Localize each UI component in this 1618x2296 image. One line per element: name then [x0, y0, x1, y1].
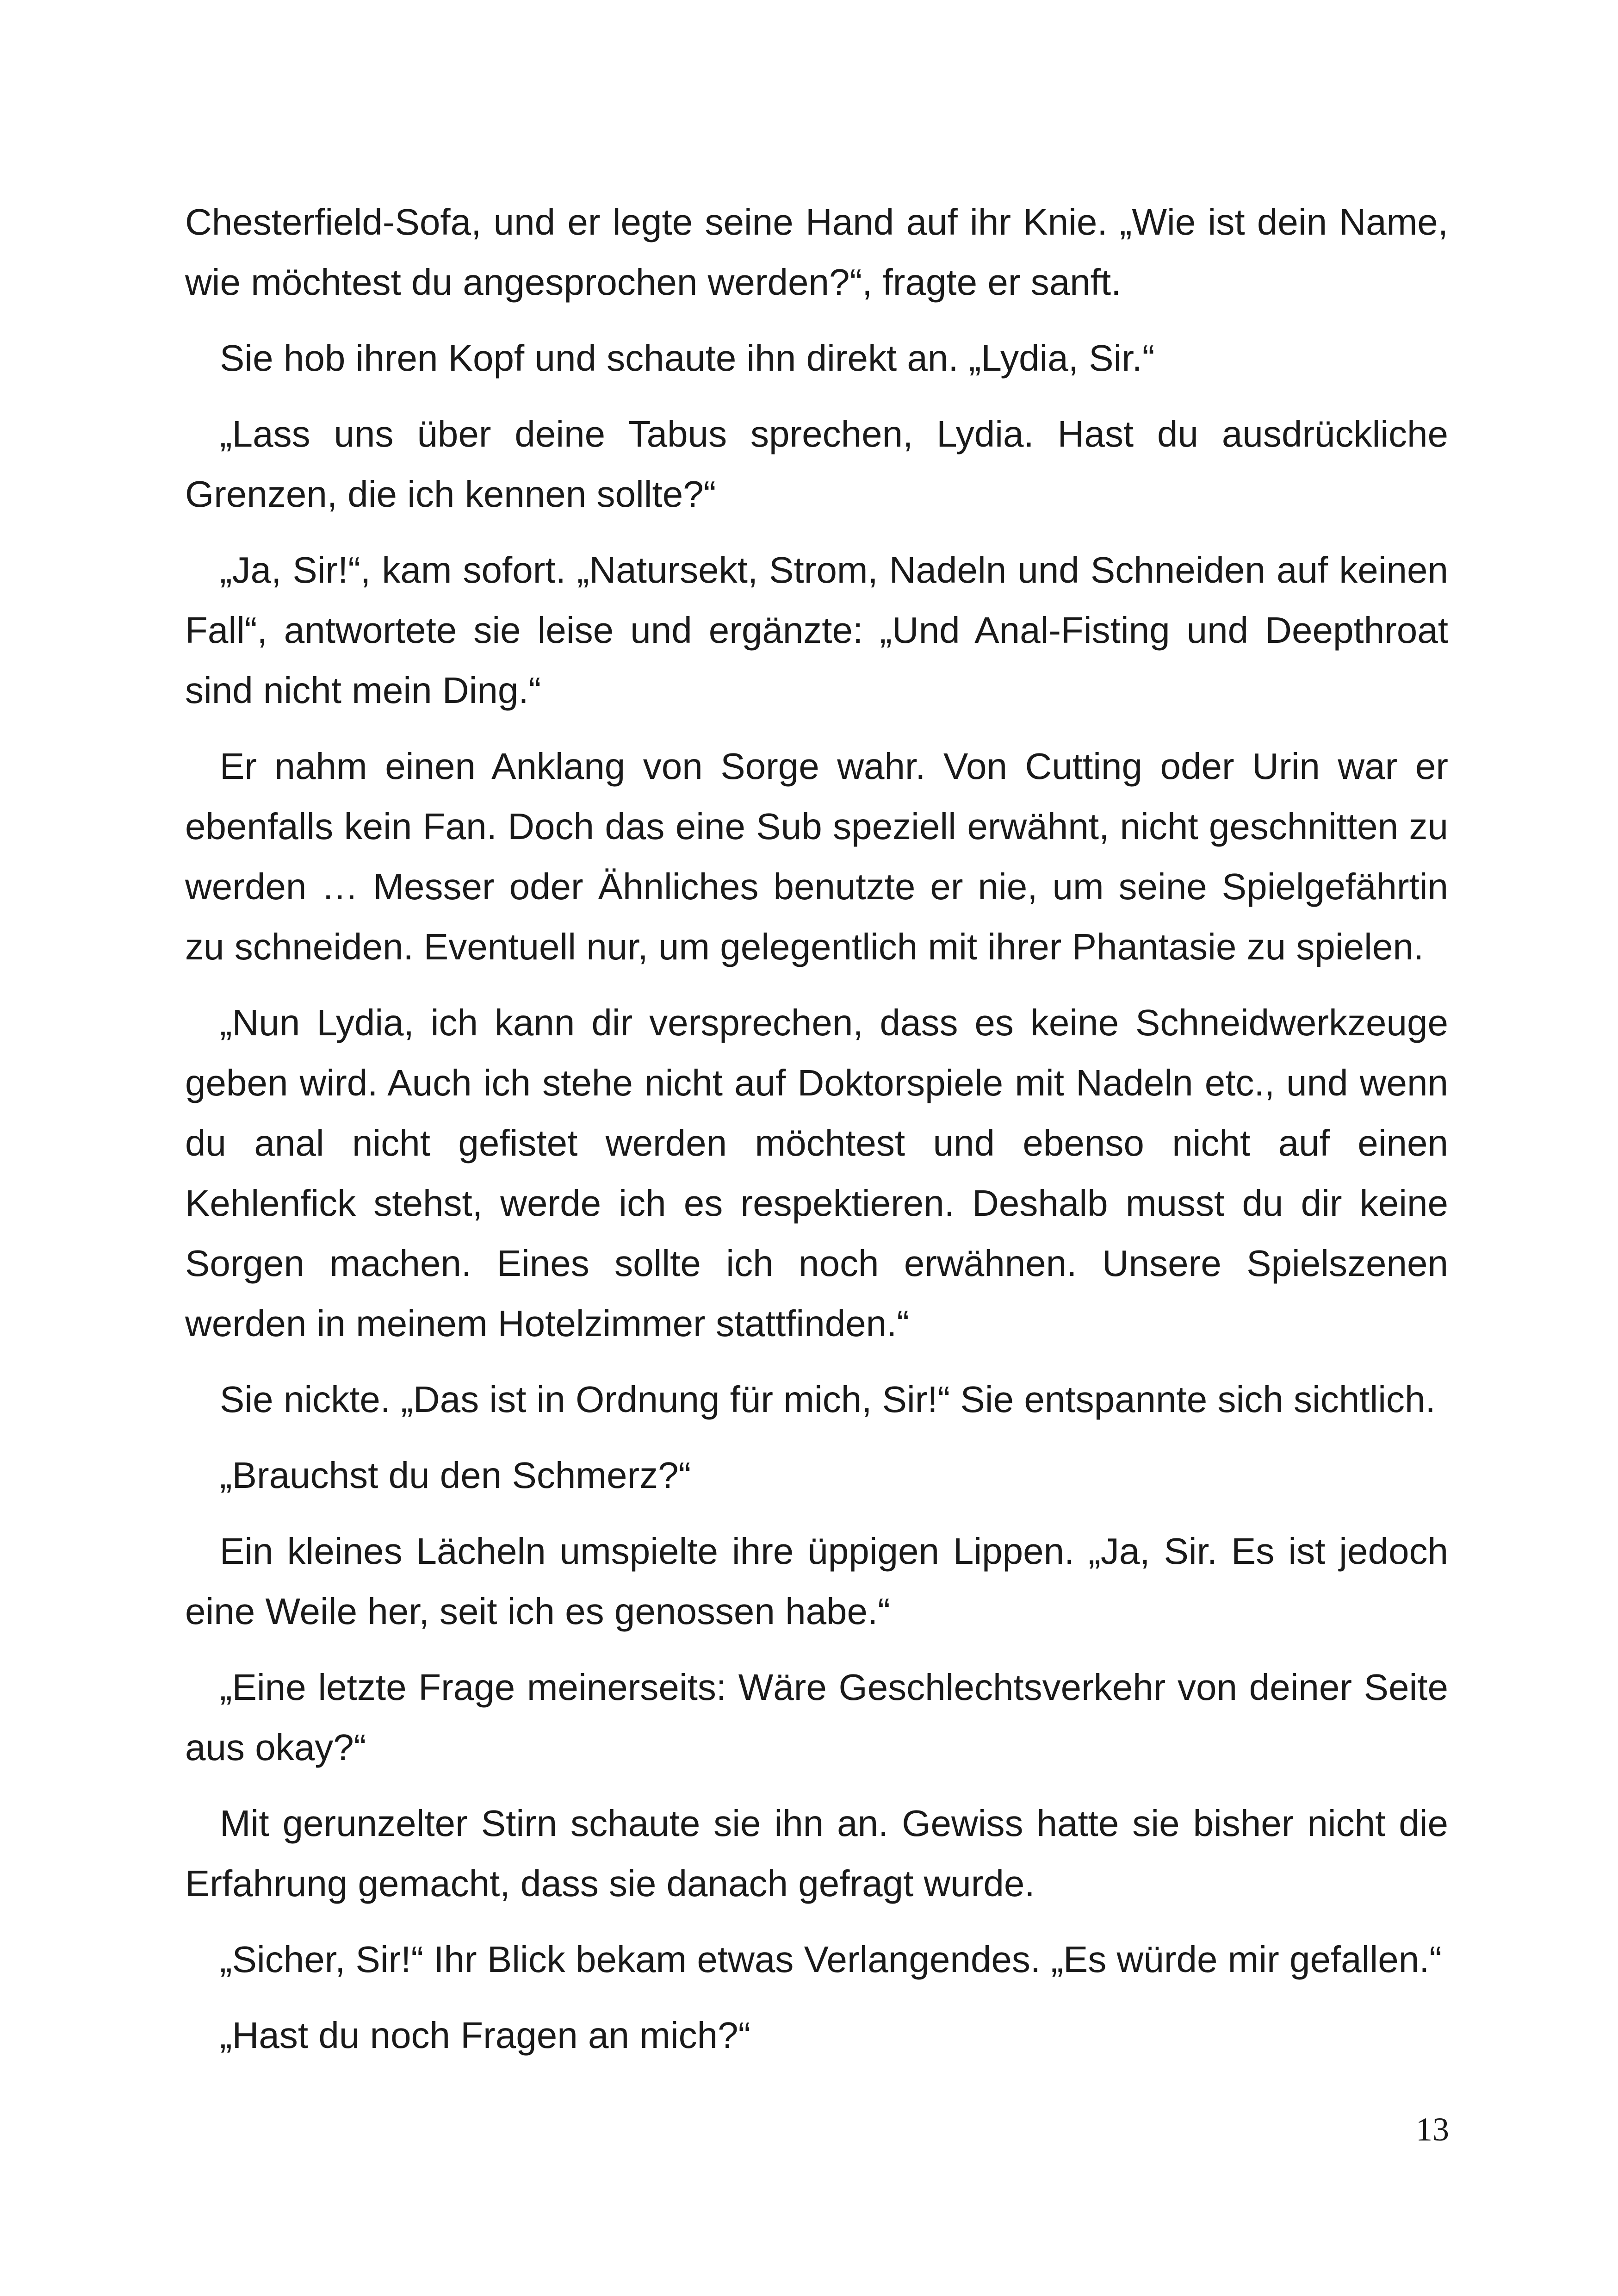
paragraph-7: Sie nickte. „Das ist in Ordnung für mich, Sir!“ Sie entspannte sich sichtlich.: [220, 1379, 1436, 1420]
page-number: 13: [1416, 2111, 1449, 2148]
paragraph-8: „Brauchst du den Schmerz?“: [220, 1455, 691, 1496]
body-text: [185, 192, 1448, 2081]
paragraph-2: Sie hob ihren Kopf und schaute ihn direkt an. „Lydia, Sir.“: [220, 337, 1155, 379]
paragraph-5: Er nahm einen Anklang von Sorge wahr. Von Cutting oder Urin war er ebenfalls kein Fan. Doch das eine Sub speziell erwähnt, nicht geschnitten zu werden … Messer oder Ähnliches benutzte er nie, um seine Spielgefährtin zu schneiden. Eventuell nur, um gelegentlich mit ihrer Phantasie zu spielen.: [185, 746, 1448, 967]
paragraph-3: „Lass uns über deine Tabus sprechen, Lydia. Hast du ausdrückliche Grenzen, die ich kennen sollte?“: [185, 413, 1448, 515]
paragraph-1: Chesterfield-Sofa, und er legte seine Hand auf ihr Knie. „Wie ist dein Name, wie möchtest du angesprochen werden?“, fragte er sanft.: [185, 201, 1448, 303]
paragraph-6: „Nun Lydia, ich kann dir versprechen, dass es keine Schneidwerkzeuge geben wird. Auch ich stehe nicht auf Doktorspiele mit Nadeln etc., und wenn du anal nicht gefistet werden möchtest und ebenso nicht auf einen Kehlenfick stehst, werde ich es respektieren. Deshalb musst du dir keine Sorgen machen. Eines sollte ich noch erwähnen. Unsere Spielszenen werden in meinem Hotelzimmer stattfinden.“: [185, 1002, 1448, 1344]
paragraph-10: „Eine letzte Frage meinerseits: Wäre Geschlechtsverkehr von deiner Seite aus okay?“: [185, 1667, 1448, 1768]
paragraph-13: „Hast du noch Fragen an mich?“: [220, 2015, 751, 2056]
paragraph-11: Mit gerunzelter Stirn schaute sie ihn an. Gewiss hatte sie bisher nicht die Erfahrung gemacht, dass sie danach gefragt wurde.: [185, 1803, 1448, 1904]
paragraph-12: „Sicher, Sir!“ Ihr Blick bekam etwas Verlangendes. „Es würde mir gefallen.“: [220, 1939, 1442, 1980]
paragraph-4: „Ja, Sir!“, kam sofort. „Natursekt, Strom, Nadeln und Schneiden auf keinen Fall“, antwortete sie leise und ergänzte: „Und Anal-Fisting und Deepthroat sind nicht mein Ding.“: [185, 549, 1448, 711]
paragraph-9: Ein kleines Lächeln umspielte ihre üppigen Lippen. „Ja, Sir. Es ist jedoch eine Weile her, seit ich es genossen habe.“: [185, 1531, 1448, 1632]
